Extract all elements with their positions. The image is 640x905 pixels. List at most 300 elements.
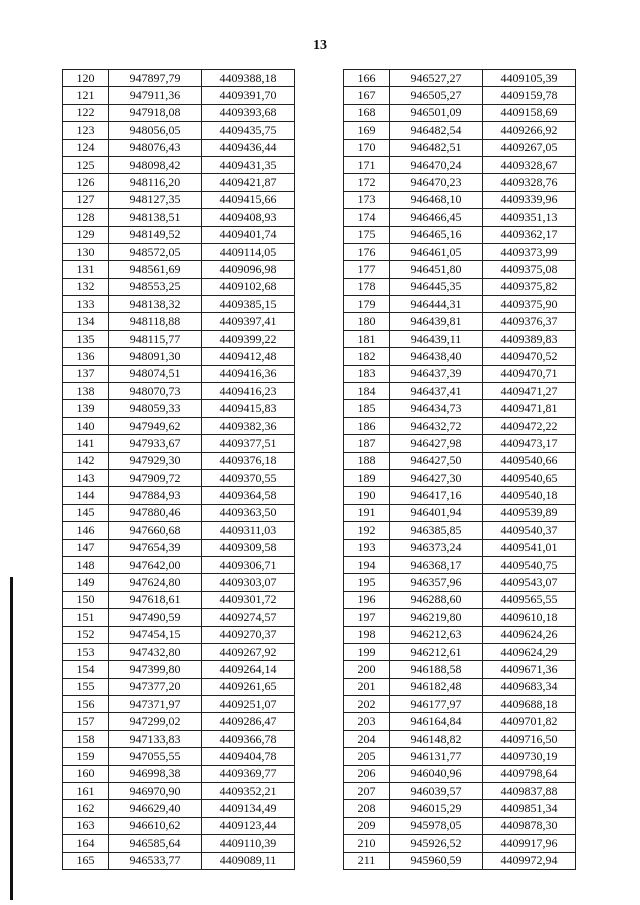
y-coordinate-cell: 4409415,83 — [202, 400, 295, 417]
point-number-cell: 124 — [63, 139, 109, 156]
y-coordinate-cell: 4409306,71 — [202, 556, 295, 573]
x-coordinate-cell: 948076,43 — [109, 139, 202, 156]
table-row — [344, 574, 576, 591]
y-coordinate-cell: 4409412,48 — [202, 348, 295, 365]
y-coordinate-cell: 4409393,68 — [202, 104, 295, 121]
table-row — [344, 87, 576, 104]
table-row — [344, 174, 576, 191]
y-coordinate-cell: 4409798,64 — [483, 765, 576, 782]
point-number-cell: 176 — [344, 243, 390, 260]
point-number-cell: 129 — [63, 226, 109, 243]
y-coordinate-cell: 4409267,05 — [483, 139, 576, 156]
y-coordinate-cell: 4409391,70 — [202, 87, 295, 104]
point-number-cell: 140 — [63, 417, 109, 434]
y-coordinate-cell: 4409366,78 — [202, 730, 295, 747]
point-number-cell: 186 — [344, 417, 390, 434]
y-coordinate-cell: 4409688,18 — [483, 696, 576, 713]
y-coordinate-cell: 4409540,66 — [483, 452, 576, 469]
x-coordinate-cell: 946482,51 — [390, 139, 483, 156]
x-coordinate-cell: 946417,16 — [390, 487, 483, 504]
table-row — [344, 330, 576, 347]
y-coordinate-cell: 4409389,83 — [483, 330, 576, 347]
x-coordinate-cell: 946468,10 — [390, 191, 483, 208]
x-coordinate-cell: 948553,25 — [109, 278, 202, 295]
x-coordinate-cell: 946212,63 — [390, 626, 483, 643]
point-number-cell: 200 — [344, 661, 390, 678]
x-coordinate-cell: 946401,94 — [390, 504, 483, 521]
table-row — [344, 156, 576, 173]
table-row — [63, 365, 295, 382]
y-coordinate-cell: 4409370,55 — [202, 469, 295, 486]
x-coordinate-cell: 946188,58 — [390, 661, 483, 678]
y-coordinate-cell: 4409089,11 — [202, 852, 295, 869]
x-coordinate-cell: 946177,97 — [390, 696, 483, 713]
point-number-cell: 144 — [63, 487, 109, 504]
point-number-cell: 157 — [63, 713, 109, 730]
y-coordinate-cell: 4409328,67 — [483, 156, 576, 173]
table-row — [344, 783, 576, 800]
table-row — [63, 469, 295, 486]
y-coordinate-cell: 4409373,99 — [483, 243, 576, 260]
x-coordinate-cell: 947454,15 — [109, 626, 202, 643]
y-coordinate-cell: 4409114,05 — [202, 243, 295, 260]
y-coordinate-cell: 4409837,88 — [483, 783, 576, 800]
y-coordinate-cell: 4409158,69 — [483, 104, 576, 121]
y-coordinate-cell: 4409404,78 — [202, 748, 295, 765]
x-coordinate-cell: 947642,00 — [109, 556, 202, 573]
x-coordinate-cell: 948118,88 — [109, 313, 202, 330]
x-coordinate-cell: 946148,82 — [390, 730, 483, 747]
table-row — [344, 348, 576, 365]
x-coordinate-cell: 947490,59 — [109, 609, 202, 626]
y-coordinate-cell: 4409471,27 — [483, 383, 576, 400]
x-coordinate-cell: 946439,11 — [390, 330, 483, 347]
point-number-cell: 132 — [63, 278, 109, 295]
point-number-cell: 121 — [63, 87, 109, 104]
point-number-cell: 175 — [344, 226, 390, 243]
table-row — [63, 748, 295, 765]
x-coordinate-cell: 946357,96 — [390, 574, 483, 591]
y-coordinate-cell: 4409303,07 — [202, 574, 295, 591]
table-row — [63, 122, 295, 139]
x-coordinate-cell: 948572,05 — [109, 243, 202, 260]
table-row — [63, 626, 295, 643]
y-coordinate-cell: 4409264,14 — [202, 661, 295, 678]
table-row — [344, 852, 576, 869]
point-number-cell: 198 — [344, 626, 390, 643]
y-coordinate-cell: 4409470,52 — [483, 348, 576, 365]
point-number-cell: 141 — [63, 435, 109, 452]
table-row — [344, 522, 576, 539]
x-coordinate-cell: 946470,23 — [390, 174, 483, 191]
point-number-cell: 134 — [63, 313, 109, 330]
x-coordinate-cell: 946461,05 — [390, 243, 483, 260]
y-coordinate-cell: 4409539,89 — [483, 504, 576, 521]
point-number-cell: 149 — [63, 574, 109, 591]
y-coordinate-cell: 4409328,76 — [483, 174, 576, 191]
x-coordinate-cell: 947933,67 — [109, 435, 202, 452]
x-coordinate-cell: 947949,62 — [109, 417, 202, 434]
y-coordinate-cell: 4409105,39 — [483, 70, 576, 87]
table-row — [344, 487, 576, 504]
point-number-cell: 209 — [344, 817, 390, 834]
table-row — [344, 730, 576, 747]
table-row — [63, 452, 295, 469]
table-row — [63, 730, 295, 747]
point-number-cell: 189 — [344, 469, 390, 486]
point-number-cell: 133 — [63, 296, 109, 313]
margin-scan-bar — [10, 577, 13, 900]
x-coordinate-cell: 946219,80 — [390, 609, 483, 626]
point-number-cell: 177 — [344, 261, 390, 278]
point-number-cell: 155 — [63, 678, 109, 695]
x-coordinate-cell: 946373,24 — [390, 539, 483, 556]
point-number-cell: 180 — [344, 313, 390, 330]
point-number-cell: 122 — [63, 104, 109, 121]
table-row — [63, 70, 295, 87]
y-coordinate-cell: 4409851,34 — [483, 800, 576, 817]
point-number-cell: 179 — [344, 296, 390, 313]
table-row — [63, 174, 295, 191]
point-number-cell: 199 — [344, 643, 390, 660]
table-row — [344, 748, 576, 765]
table-row — [344, 469, 576, 486]
x-coordinate-cell: 946998,38 — [109, 765, 202, 782]
table-row — [63, 191, 295, 208]
point-number-cell: 190 — [344, 487, 390, 504]
table-row — [344, 313, 576, 330]
point-number-cell: 158 — [63, 730, 109, 747]
y-coordinate-cell: 4409159,78 — [483, 87, 576, 104]
x-coordinate-cell: 946427,98 — [390, 435, 483, 452]
y-coordinate-cell: 4409385,15 — [202, 296, 295, 313]
y-coordinate-cell: 4409972,94 — [483, 852, 576, 869]
point-number-cell: 166 — [344, 70, 390, 87]
point-number-cell: 154 — [63, 661, 109, 678]
table-row — [63, 383, 295, 400]
y-coordinate-cell: 4409565,55 — [483, 591, 576, 608]
y-coordinate-cell: 4409274,57 — [202, 609, 295, 626]
point-number-cell: 142 — [63, 452, 109, 469]
y-coordinate-cell: 4409261,65 — [202, 678, 295, 695]
x-coordinate-cell: 946505,27 — [390, 87, 483, 104]
table-row — [63, 765, 295, 782]
y-coordinate-cell: 4409701,82 — [483, 713, 576, 730]
point-number-cell: 147 — [63, 539, 109, 556]
table-row — [344, 539, 576, 556]
y-coordinate-cell: 4409311,03 — [202, 522, 295, 539]
table-row — [344, 417, 576, 434]
x-coordinate-cell: 946438,40 — [390, 348, 483, 365]
point-number-cell: 170 — [344, 139, 390, 156]
table-row — [63, 800, 295, 817]
point-number-cell: 195 — [344, 574, 390, 591]
point-number-cell: 137 — [63, 365, 109, 382]
x-coordinate-cell: 946427,30 — [390, 469, 483, 486]
x-coordinate-cell: 947929,30 — [109, 452, 202, 469]
y-coordinate-cell: 4409917,96 — [483, 835, 576, 852]
x-coordinate-cell: 946533,77 — [109, 852, 202, 869]
y-coordinate-cell: 4409096,98 — [202, 261, 295, 278]
point-number-cell: 139 — [63, 400, 109, 417]
y-coordinate-cell: 4409624,29 — [483, 643, 576, 660]
y-coordinate-cell: 4409416,36 — [202, 365, 295, 382]
point-number-cell: 207 — [344, 783, 390, 800]
x-coordinate-cell: 947377,20 — [109, 678, 202, 695]
x-coordinate-cell: 948091,30 — [109, 348, 202, 365]
y-coordinate-cell: 4409416,23 — [202, 383, 295, 400]
table-row — [63, 678, 295, 695]
point-number-cell: 131 — [63, 261, 109, 278]
point-number-cell: 130 — [63, 243, 109, 260]
x-coordinate-cell: 948138,51 — [109, 209, 202, 226]
point-number-cell: 165 — [63, 852, 109, 869]
x-coordinate-cell: 946585,64 — [109, 835, 202, 852]
x-coordinate-cell: 946385,85 — [390, 522, 483, 539]
table-row — [63, 104, 295, 121]
table-row — [344, 678, 576, 695]
x-coordinate-cell: 948098,42 — [109, 156, 202, 173]
y-coordinate-cell: 4409671,36 — [483, 661, 576, 678]
x-coordinate-cell: 945926,52 — [390, 835, 483, 852]
x-coordinate-cell: 948138,32 — [109, 296, 202, 313]
x-coordinate-cell: 946437,41 — [390, 383, 483, 400]
table-row — [63, 296, 295, 313]
y-coordinate-cell: 4409408,93 — [202, 209, 295, 226]
table-row — [344, 661, 576, 678]
y-coordinate-cell: 4409369,77 — [202, 765, 295, 782]
table-row — [344, 713, 576, 730]
y-coordinate-cell: 4409431,35 — [202, 156, 295, 173]
table-row — [63, 522, 295, 539]
y-coordinate-cell: 4409473,17 — [483, 435, 576, 452]
y-coordinate-cell: 4409683,34 — [483, 678, 576, 695]
x-coordinate-cell: 947299,02 — [109, 713, 202, 730]
x-coordinate-cell: 945978,05 — [390, 817, 483, 834]
y-coordinate-cell: 4409730,19 — [483, 748, 576, 765]
table-row — [63, 643, 295, 660]
y-coordinate-cell: 4409134,49 — [202, 800, 295, 817]
table-row — [344, 243, 576, 260]
x-coordinate-cell: 948056,05 — [109, 122, 202, 139]
table-row — [344, 800, 576, 817]
y-coordinate-cell: 4409471,81 — [483, 400, 576, 417]
table-row — [344, 122, 576, 139]
table-row — [344, 591, 576, 608]
point-number-cell: 160 — [63, 765, 109, 782]
y-coordinate-cell: 4409351,13 — [483, 209, 576, 226]
point-number-cell: 178 — [344, 278, 390, 295]
table-row — [63, 400, 295, 417]
table-row — [344, 226, 576, 243]
point-number-cell: 192 — [344, 522, 390, 539]
point-number-cell: 143 — [63, 469, 109, 486]
point-number-cell: 169 — [344, 122, 390, 139]
y-coordinate-cell: 4409421,87 — [202, 174, 295, 191]
point-number-cell: 197 — [344, 609, 390, 626]
table-row — [63, 243, 295, 260]
x-coordinate-cell: 947654,39 — [109, 539, 202, 556]
point-number-cell: 194 — [344, 556, 390, 573]
point-number-cell: 205 — [344, 748, 390, 765]
point-number-cell: 138 — [63, 383, 109, 400]
x-coordinate-cell: 947911,36 — [109, 87, 202, 104]
table-row — [344, 139, 576, 156]
point-number-cell: 182 — [344, 348, 390, 365]
x-coordinate-cell: 946629,40 — [109, 800, 202, 817]
x-coordinate-cell: 946288,60 — [390, 591, 483, 608]
table-row — [344, 817, 576, 834]
table-row — [344, 365, 576, 382]
x-coordinate-cell: 947618,61 — [109, 591, 202, 608]
table-row — [344, 209, 576, 226]
table-row — [63, 226, 295, 243]
x-coordinate-cell: 947909,72 — [109, 469, 202, 486]
x-coordinate-cell: 946164,84 — [390, 713, 483, 730]
y-coordinate-cell: 4409362,17 — [483, 226, 576, 243]
x-coordinate-cell: 946482,54 — [390, 122, 483, 139]
x-coordinate-cell: 946182,48 — [390, 678, 483, 695]
point-number-cell: 120 — [63, 70, 109, 87]
y-coordinate-cell: 4409415,66 — [202, 191, 295, 208]
page-number: 13 — [313, 38, 327, 53]
x-coordinate-cell: 947624,80 — [109, 574, 202, 591]
y-coordinate-cell: 4409401,74 — [202, 226, 295, 243]
x-coordinate-cell: 947399,80 — [109, 661, 202, 678]
y-coordinate-cell: 4409388,18 — [202, 70, 295, 87]
x-coordinate-cell: 946212,61 — [390, 643, 483, 660]
x-coordinate-cell: 947884,93 — [109, 487, 202, 504]
x-coordinate-cell: 946451,80 — [390, 261, 483, 278]
y-coordinate-cell: 4409363,50 — [202, 504, 295, 521]
y-coordinate-cell: 4409376,18 — [202, 452, 295, 469]
table-row — [63, 139, 295, 156]
x-coordinate-cell: 948149,52 — [109, 226, 202, 243]
point-number-cell: 135 — [63, 330, 109, 347]
table-row — [344, 191, 576, 208]
point-number-cell: 208 — [344, 800, 390, 817]
point-number-cell: 173 — [344, 191, 390, 208]
table-row — [63, 261, 295, 278]
point-number-cell: 174 — [344, 209, 390, 226]
table-row — [344, 296, 576, 313]
y-coordinate-cell: 4409540,18 — [483, 487, 576, 504]
x-coordinate-cell: 946466,45 — [390, 209, 483, 226]
y-coordinate-cell: 4409267,92 — [202, 643, 295, 660]
coordinates-table-right — [343, 69, 576, 870]
table-row — [63, 278, 295, 295]
point-number-cell: 203 — [344, 713, 390, 730]
point-number-cell: 136 — [63, 348, 109, 365]
table-row — [63, 87, 295, 104]
point-number-cell: 151 — [63, 609, 109, 626]
table-row — [344, 609, 576, 626]
x-coordinate-cell: 947660,68 — [109, 522, 202, 539]
y-coordinate-cell: 4409352,21 — [202, 783, 295, 800]
table-row — [344, 70, 576, 87]
point-number-cell: 150 — [63, 591, 109, 608]
x-coordinate-cell: 948127,35 — [109, 191, 202, 208]
x-coordinate-cell: 946427,50 — [390, 452, 483, 469]
point-number-cell: 161 — [63, 783, 109, 800]
y-coordinate-cell: 4409541,01 — [483, 539, 576, 556]
point-number-cell: 196 — [344, 591, 390, 608]
table-row — [344, 400, 576, 417]
point-number-cell: 126 — [63, 174, 109, 191]
y-coordinate-cell: 4409472,22 — [483, 417, 576, 434]
point-number-cell: 185 — [344, 400, 390, 417]
x-coordinate-cell: 946015,29 — [390, 800, 483, 817]
table-row — [63, 330, 295, 347]
table-row — [63, 209, 295, 226]
x-coordinate-cell: 948561,69 — [109, 261, 202, 278]
x-coordinate-cell: 948074,51 — [109, 365, 202, 382]
x-coordinate-cell: 947371,97 — [109, 696, 202, 713]
table-row — [63, 696, 295, 713]
y-coordinate-cell: 4409470,71 — [483, 365, 576, 382]
table-row — [63, 852, 295, 869]
table-row — [63, 156, 295, 173]
table-row — [63, 435, 295, 452]
x-coordinate-cell: 948115,77 — [109, 330, 202, 347]
y-coordinate-cell: 4409540,37 — [483, 522, 576, 539]
table-row — [344, 383, 576, 400]
x-coordinate-cell: 946439,81 — [390, 313, 483, 330]
y-coordinate-cell: 4409435,75 — [202, 122, 295, 139]
table-row — [63, 574, 295, 591]
point-number-cell: 201 — [344, 678, 390, 695]
x-coordinate-cell: 945960,59 — [390, 852, 483, 869]
table-row — [344, 435, 576, 452]
table-row — [63, 591, 295, 608]
y-coordinate-cell: 4409397,41 — [202, 313, 295, 330]
x-coordinate-cell: 946470,24 — [390, 156, 483, 173]
y-coordinate-cell: 4409286,47 — [202, 713, 295, 730]
x-coordinate-cell: 948116,20 — [109, 174, 202, 191]
y-coordinate-cell: 4409301,72 — [202, 591, 295, 608]
table-row — [63, 783, 295, 800]
y-coordinate-cell: 4409377,51 — [202, 435, 295, 452]
point-number-cell: 153 — [63, 643, 109, 660]
x-coordinate-cell: 947918,08 — [109, 104, 202, 121]
table-row — [63, 487, 295, 504]
point-number-cell: 188 — [344, 452, 390, 469]
table-row — [344, 261, 576, 278]
point-number-cell: 123 — [63, 122, 109, 139]
table-row — [344, 504, 576, 521]
point-number-cell: 168 — [344, 104, 390, 121]
point-number-cell: 125 — [63, 156, 109, 173]
table-row — [63, 539, 295, 556]
x-coordinate-cell: 947897,79 — [109, 70, 202, 87]
point-number-cell: 183 — [344, 365, 390, 382]
point-number-cell: 191 — [344, 504, 390, 521]
y-coordinate-cell: 4409123,44 — [202, 817, 295, 834]
point-number-cell: 152 — [63, 626, 109, 643]
x-coordinate-cell: 946131,77 — [390, 748, 483, 765]
x-coordinate-cell: 946040,96 — [390, 765, 483, 782]
table-row — [344, 104, 576, 121]
x-coordinate-cell: 946039,57 — [390, 783, 483, 800]
table-row — [344, 278, 576, 295]
y-coordinate-cell: 4409543,07 — [483, 574, 576, 591]
x-coordinate-cell: 947880,46 — [109, 504, 202, 521]
point-number-cell: 187 — [344, 435, 390, 452]
point-number-cell: 148 — [63, 556, 109, 573]
table-row — [344, 835, 576, 852]
table-row — [344, 626, 576, 643]
y-coordinate-cell: 4409266,92 — [483, 122, 576, 139]
